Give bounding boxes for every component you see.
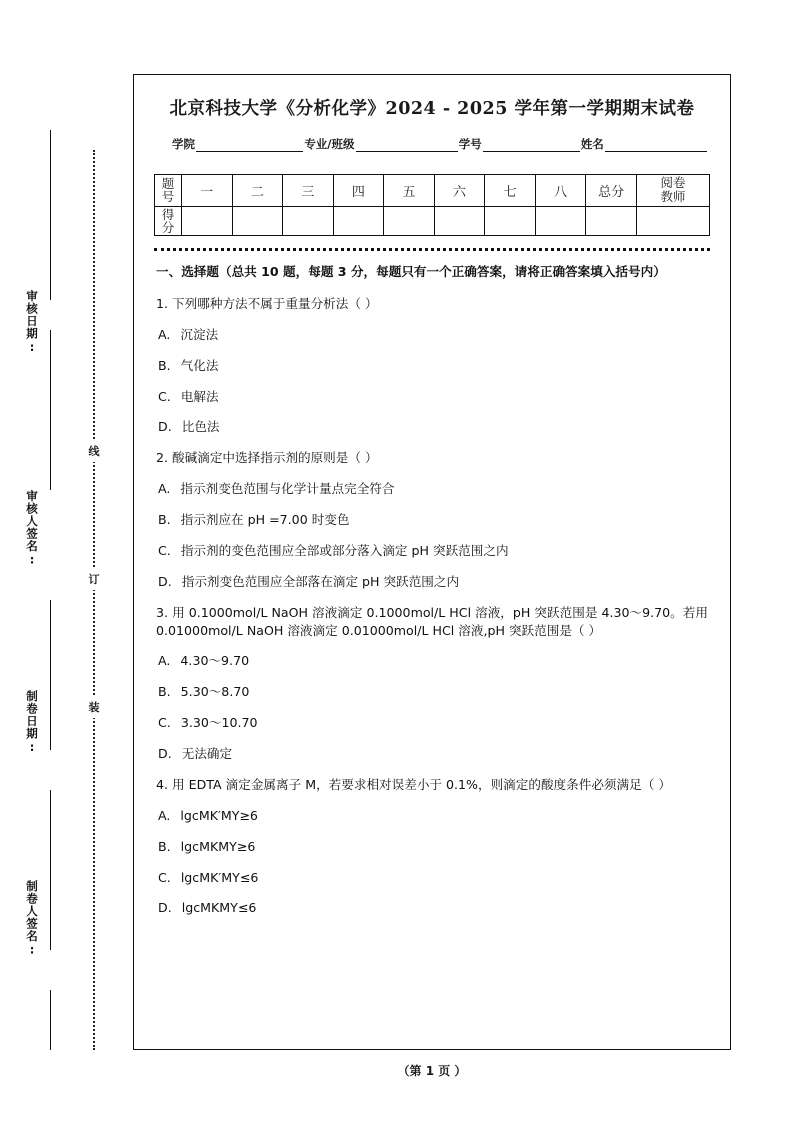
score-col-header-grader [637,175,710,207]
score-table [154,174,710,236]
score-cell-1[interactable] [182,206,233,235]
fold-word-line: 线 [85,440,103,462]
margin-rule-5 [50,990,51,1050]
score-cell-total[interactable] [586,206,637,235]
score-col-header-1: 一 [182,175,233,207]
question-2-option-c[interactable] [156,542,708,560]
question-2-text: 酸碱滴定中选择指示剂的原则是（ ） [172,450,378,466]
question-2-option-c-key: C. [158,542,171,558]
question-4-option-a-key: A. [158,807,171,823]
score-table-value-row [155,206,710,235]
page-title: 北京科技大学《分析化学》2024 - 2025 学年第一学期期末试卷 [169,99,695,119]
field-input-college[interactable] [196,138,303,152]
field-label-name: 姓名 [580,137,604,151]
field-label-major-class: 专业/班级 [304,137,355,151]
question-2-option-d-key: D. [158,573,172,589]
score-stub-char-2: 分 [161,219,175,235]
question-1-option-b-text: 气化法 [180,357,219,373]
question-3-option-c-key: C. [158,715,171,731]
score-cell-2[interactable] [232,206,283,235]
grader-char-2: 教师 [660,189,686,205]
question-3-option-d[interactable] [156,745,708,763]
question-1-option-a[interactable] [156,326,708,344]
score-cell-4[interactable] [333,206,384,235]
question-2-option-d-text: 指示剂变色范围应全部落在滴定 pH 突跃范围之内 [181,573,460,589]
margin-rule-3 [50,600,51,750]
question-1-option-a-text: 沉淀法 [180,326,219,342]
question-3 [156,604,708,640]
question-4-option-c-key: C. [158,869,171,885]
question-1-option-b-key: B. [158,357,171,373]
score-col-header-2: 二 [232,175,283,207]
question-4 [156,776,708,794]
score-cell-3[interactable] [283,206,334,235]
page-footer: （第 1 页 ） [397,1064,467,1078]
fold-word-bind: 订 [85,568,103,590]
margin-rule-2 [50,330,51,490]
margin-rule-1 [50,130,51,300]
question-4-option-a[interactable] [156,807,708,825]
question-3-option-d-key: D. [158,746,172,761]
question-1-option-b[interactable] [156,357,708,375]
question-1-option-a-key: A. [158,326,171,342]
question-2-option-a-key: A. [158,481,171,497]
score-col-header-3: 三 [283,175,334,207]
question-2-option-b-key: B. [158,512,171,527]
score-col-header-7: 七 [485,175,536,207]
question-body [150,251,714,917]
stub-char-2: 号 [161,189,175,205]
question-1 [156,295,708,313]
margin-label-review-date-text: 审核日期: [25,290,39,355]
question-3-option-c-text: 3.30～10.70 [180,715,258,731]
margin-label-preparer-signature-text: 制卷人签名: [25,880,39,958]
question-2 [156,449,708,467]
question-3-text: 用 0.1000mol/L NaOH 溶液滴定 0.1000mol/L HCl 溶液，pH 突跃范围是 4.30～9.70。若用 0.01000mol/L NaOH 溶液滴定 0.01000mol/L HCl 溶液,pH 突跃范围是（ ） [156,604,708,638]
question-1-option-c[interactable] [156,388,708,406]
score-cell-grader[interactable] [637,206,710,235]
question-1-option-d[interactable] [156,418,708,436]
question-1-number: 1. [156,295,169,311]
score-table-header-row [155,175,710,207]
question-2-option-c-text: 指示剂的变色范围应全部或部分落入滴定 pH 突跃范围之内 [180,542,509,558]
score-table-stub-question-no [155,175,182,207]
question-4-option-b-text: lgcMKMY≥6 [180,838,256,854]
margin-rule-4 [50,790,51,950]
score-col-header-4: 四 [333,175,384,207]
margin-label-reviewer-signature-text: 审核人签名: [25,490,39,568]
question-3-option-a-text: 4.30～9.70 [180,653,250,669]
margin-label-reviewer-signature [24,490,40,568]
question-3-option-b[interactable] [156,683,708,701]
field-input-name[interactable] [605,138,707,152]
question-2-option-b-text: 指示剂应在 pH =7.00 时变色 [180,512,350,527]
margin-label-preparer-signature [24,880,40,958]
exam-paper [133,74,731,1050]
question-4-option-b-key: B. [158,838,171,854]
question-2-option-b[interactable] [156,511,708,529]
question-4-number: 4. [156,776,169,792]
question-3-option-a[interactable] [156,652,708,670]
field-input-major-class[interactable] [356,138,458,152]
question-3-option-a-key: A. [158,653,171,669]
question-4-option-a-text: lgcMK′MY≥6 [180,807,258,823]
question-1-option-c-text: 电解法 [180,388,219,404]
left-margin [0,0,60,1122]
question-3-option-d-text: 无法确定 [181,746,233,761]
question-4-option-c-text: lgcMK′MY≤6 [180,869,259,885]
score-stub-char-1: 得 [161,206,175,222]
question-3-option-b-key: B. [158,684,171,700]
score-cell-8[interactable] [535,206,586,235]
stub-char-1: 题 [161,176,175,192]
question-4-option-d-key: D. [158,900,172,916]
field-label-student-id: 学号 [458,137,482,151]
field-input-student-id[interactable] [483,138,580,152]
margin-label-prepare-date-text: 制卷日期: [25,690,39,755]
question-1-option-d-text: 比色法 [181,419,220,435]
score-col-header-8: 八 [535,175,586,207]
score-col-header-total: 总分 [586,175,637,207]
binding-fold-line [93,150,95,1050]
margin-label-prepare-date [24,690,40,755]
question-4-option-c[interactable] [156,869,708,887]
student-info-row [150,136,714,152]
question-1-option-d-key: D. [158,419,172,435]
question-2-option-d[interactable] [156,573,708,591]
question-2-number: 2. [156,450,169,466]
score-table-stub-score [155,206,182,235]
margin-label-review-date [24,290,40,355]
question-1-option-c-key: C. [158,388,171,404]
question-4-option-b[interactable] [156,838,708,856]
score-cell-5[interactable] [384,206,435,235]
question-3-option-c[interactable] [156,714,708,732]
question-4-option-d-text: lgcMKMY≤6 [181,900,257,916]
section-heading: 一、选择题（总共 10 题，每题 3 分，每题只有一个正确答案，请将正确答案填入括号内） [156,264,666,279]
score-col-header-5: 五 [384,175,435,207]
fold-word-assemble: 装 [85,696,103,718]
score-cell-6[interactable] [434,206,485,235]
question-2-option-a-text: 指示剂变色范围与化学计量点完全符合 [180,481,395,497]
grader-char-1: 阅卷 [660,175,686,190]
question-2-option-a[interactable] [156,480,708,498]
question-3-number: 3. [156,604,169,620]
score-col-header-6: 六 [434,175,485,207]
question-4-option-d[interactable] [156,899,708,917]
question-1-text: 下列哪种方法不属于重量分析法（ ） [172,295,378,311]
question-3-option-b-text: 5.30～8.70 [180,684,250,700]
question-4-text: 用 EDTA 滴定金属离子 M，若要求相对误差小于 0.1%，则滴定的酸度条件必须满足（ ） [172,776,671,792]
field-label-college: 学院 [172,137,195,151]
score-cell-7[interactable] [485,206,536,235]
